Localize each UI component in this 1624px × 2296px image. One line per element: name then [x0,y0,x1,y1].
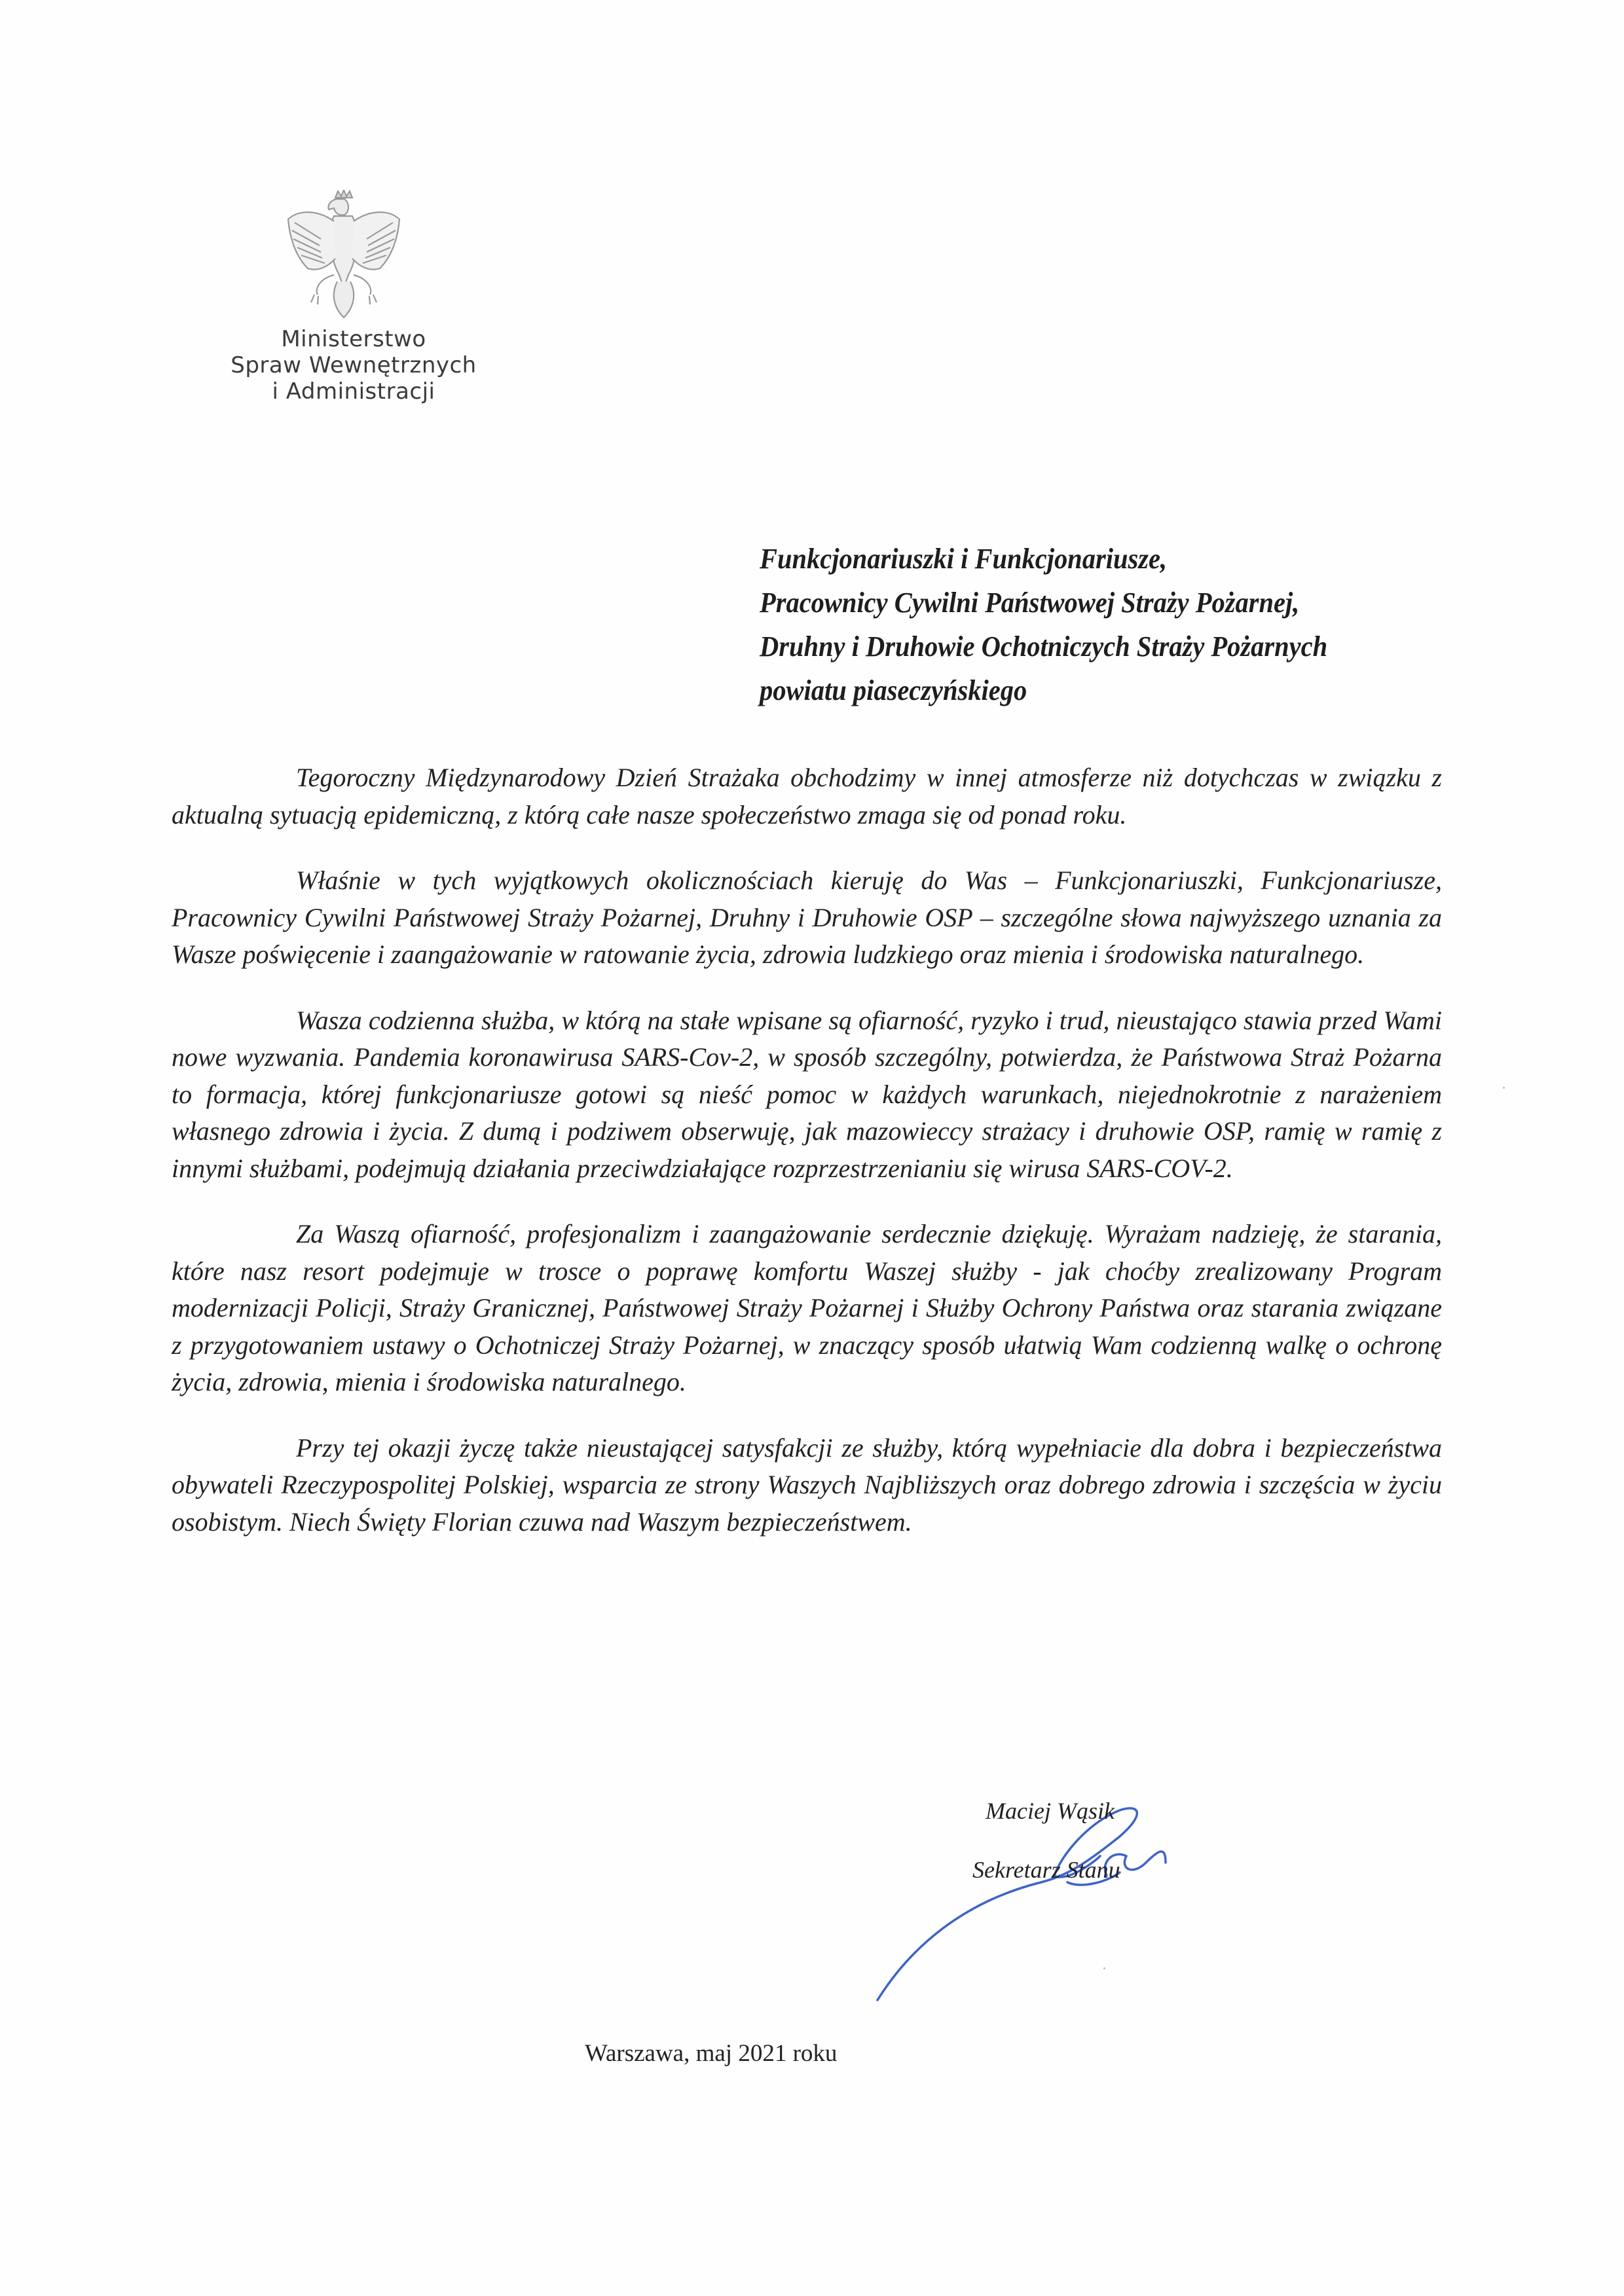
signatory-name: Maciej Wąsik [986,1798,1115,1824]
ministry-name [196,326,511,405]
scan-speck [1103,1967,1105,1969]
paragraph: Tegoroczny Międzynarodowy Dzień Strażaka obchodzimy w innej atmosferze niż dotychczas w związku z aktualną sytuacją epidemiczną, z którą całe nasze społeczeństwo zmaga się od ponad roku. [172,763,1442,829]
addressee-line: Druhny i Druhowie Ochotniczych Straży Pożarnych [760,630,1328,663]
paragraph: Wasza codzienna służba, w którą na stałe wpisane są ofiarność, ryzyko i trud, nieustająco stawia przed Wami nowe wyzwania. Pandemia koronawirusa SARS-Cov-2, w sposób szczególny, potwierdza, że Państwowa Straż Pożarna to formacja, której funkcjonariusze gotowi są nieść pomoc w każdych warunkach, niejednokrotnie z narażeniem własnego zdrowia i życia. Z dumą i podziwem obserwuję, jak mazowieccy strażacy i druhowie OSP, ramię w ramię z innymi służbami, podejmują działania przeciwdziałające rozprzestrzenianiu się wirusa SARS-COV-2. [172,1005,1442,1183]
paragraph: Przy tej okazji życzę także nieustającej satysfakcji ze służby, którą wypełniacie dla dobra i bezpieczeństwa obywateli Rzeczypospolitej Polskiej, wsparcia ze strony Waszych Najbliższych oraz dobrego zdrowia i szczęścia w życiu osobistym. Niech Święty Florian czuwa nad Waszym bezpieczeństwem. [172,1432,1442,1537]
place-and-date: Warszawa, maj 2021 roku [585,2040,838,2067]
scan-speck [1503,1087,1505,1089]
addressee-line: Pracownicy Cywilni Państwowej Straży Pożarnej, [760,587,1300,619]
paragraph: Za Waszą ofiarność, profesjonalizm i zaangażowanie serdecznie dziękuję. Wyrażam nadzieję, że starania, które nasz resort podejmuje w trosce o poprawę komfortu Waszej służby - jak choćby zrealizowany Program modernizacji Policji, Straży Granicznej, Państwowej Straży Pożarnej i Służby Ochrony Państwa oraz starania związane z przygotowaniem ustawy o Ochotniczej Straży Pożarnej, w znaczący sposób ułatwią Wam codzienną walkę o ochronę życia, zdrowia, mienia i środowiska naturalnego. [172,1219,1442,1396]
letter-body [172,759,1442,1569]
addressees [760,537,1422,712]
polish-eagle-emblem-icon [282,190,406,321]
ministry-line: Spraw Wewnętrznych [231,352,477,378]
letterhead [196,190,511,405]
addressee-line: powiatu piaseczyńskiego [760,674,1027,706]
ministry-line: Ministerstwo [281,326,426,352]
paragraph: Właśnie w tych wyjątkowych okolicznościach kieruję do Was – Funkcjonariuszki, Funkcjonariusze, Pracownicy Cywilni Państwowej Straży Pożarnej, Druhny i Druhowie OSP – szczególne słowa najwyższego uznania za Wasze poświęcenie i zaangażowanie w ratowanie życia, zdrowia ludzkiego oraz mienia i środowiska naturalnego. [172,866,1442,969]
signatory-title: Sekretarz Stanu [972,1857,1120,1883]
ministry-line: i Administracji [272,378,435,405]
addressee-line: Funkcjonariuszki i Funkcjonariusze, [760,543,1168,575]
